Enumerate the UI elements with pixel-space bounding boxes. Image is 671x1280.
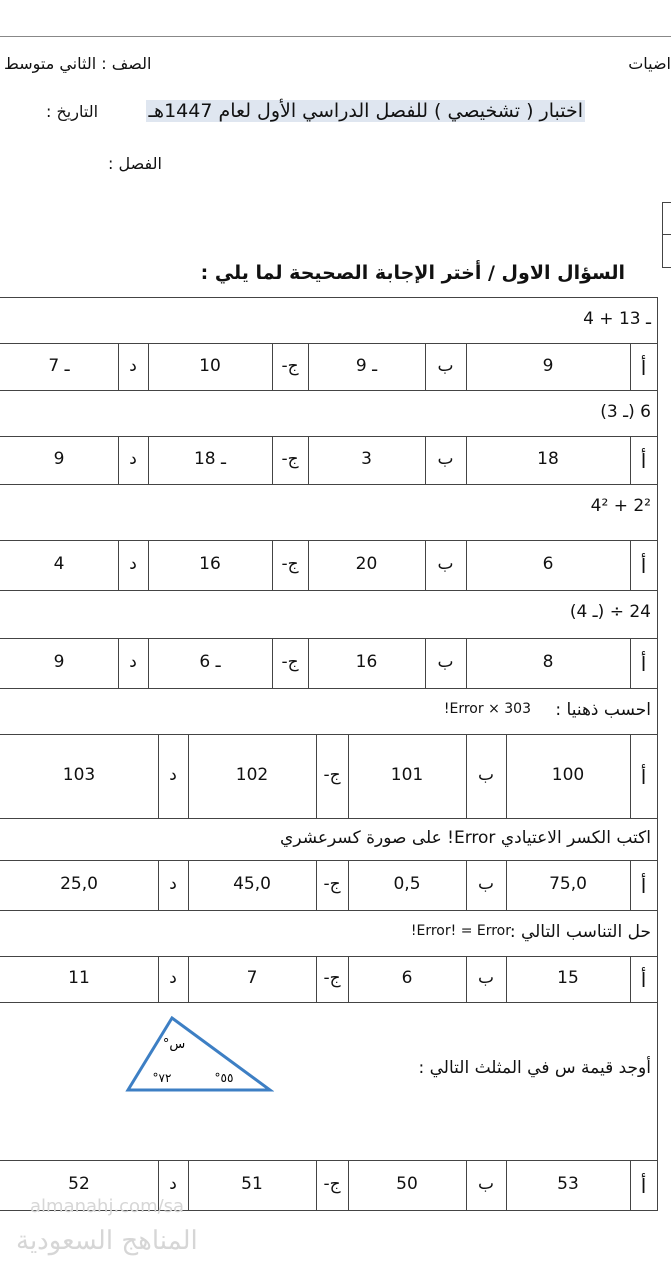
answer-cell-divider xyxy=(466,540,467,590)
question-expression: 303 × Error! xyxy=(443,701,531,717)
answer-option-b: ـ 9 xyxy=(355,355,378,376)
grade-box-divider xyxy=(662,234,671,235)
answer-cell-divider xyxy=(425,540,426,590)
answer-option-c: ـ 18 xyxy=(193,449,227,469)
answer-cell-divider xyxy=(308,436,309,484)
answer-option-d: ـ 7 xyxy=(48,355,70,376)
choice-letter-c: ج- xyxy=(281,652,299,672)
choice-letter-b: ب xyxy=(437,554,454,574)
question-row-rule xyxy=(0,910,658,911)
answer-cell-divider xyxy=(630,343,631,390)
answer-option-a: 18 xyxy=(537,449,559,469)
answer-option-d: 52 xyxy=(68,1174,90,1194)
choice-letter-c: ج- xyxy=(281,554,299,574)
answer-cell-divider xyxy=(630,436,631,484)
choice-letter-a: أ xyxy=(640,968,647,992)
triangle-left-angle: ٧٢° xyxy=(152,1071,172,1085)
question-row-rule xyxy=(0,688,658,689)
watermark-url: almanahj.com/sa xyxy=(30,1196,185,1217)
grade-box-fragment xyxy=(662,202,671,268)
answer-option-a: 6 xyxy=(542,554,554,574)
answer-cell-divider xyxy=(506,860,507,910)
answer-option-d: 11 xyxy=(68,968,90,988)
answer-row-rule xyxy=(0,860,658,861)
answer-option-d: 25,0 xyxy=(60,874,98,894)
choice-letter-a: أ xyxy=(640,652,647,676)
choice-letter-a: أ xyxy=(640,765,647,789)
answer-cell-divider xyxy=(348,956,349,1002)
answer-cell-divider xyxy=(466,860,467,910)
choice-letter-d: د xyxy=(169,765,177,785)
answer-cell-divider xyxy=(316,1160,317,1210)
question-text: 24 ÷ (ـ 4) xyxy=(569,602,651,622)
answer-cell-divider xyxy=(466,638,467,688)
answer-option-d: 9 xyxy=(53,652,65,672)
choice-letter-d: د xyxy=(169,1174,177,1194)
choice-letter-d: د xyxy=(169,874,177,894)
answer-cell-divider xyxy=(348,860,349,910)
answer-row-rule xyxy=(0,436,658,437)
answer-cell-divider xyxy=(630,540,631,590)
answer-option-c: 45,0 xyxy=(233,874,271,894)
answer-row-rule xyxy=(0,343,658,344)
choice-letter-c: ج- xyxy=(281,449,299,469)
answer-option-a: 75,0 xyxy=(549,874,587,894)
choice-letter-d: د xyxy=(129,652,137,672)
answer-option-c: ـ 6 xyxy=(199,652,221,672)
question-expression: Error! = Error! xyxy=(410,923,511,939)
answer-cell-divider xyxy=(506,1160,507,1210)
answer-option-a: 15 xyxy=(557,968,579,988)
question-row-rule xyxy=(0,484,658,485)
answer-row-rule xyxy=(0,638,658,639)
answer-cell-divider xyxy=(158,860,159,910)
answer-cell-divider xyxy=(118,343,119,390)
answer-cell-divider xyxy=(308,638,309,688)
question-text: احسب ذهنيا : xyxy=(555,700,651,720)
answer-cell-divider xyxy=(630,1160,631,1210)
choice-letter-d: د xyxy=(129,554,137,574)
answer-cell-divider xyxy=(308,343,309,390)
answer-cell-divider xyxy=(158,956,159,1002)
answer-cell-divider xyxy=(506,734,507,818)
answer-option-a: 8 xyxy=(542,652,554,672)
date-label: التاريخ : xyxy=(46,102,99,121)
answer-row-rule xyxy=(0,956,658,957)
answer-cell-divider xyxy=(425,436,426,484)
answer-cell-divider xyxy=(148,540,149,590)
choice-letter-d: د xyxy=(129,449,137,469)
answer-option-b: 0,5 xyxy=(393,874,421,894)
question-row-rule xyxy=(0,390,658,391)
answer-option-c: 102 xyxy=(235,765,269,785)
answer-cell-divider xyxy=(466,1160,467,1210)
answer-option-c: 51 xyxy=(241,1174,263,1194)
choice-letter-b: ب xyxy=(477,1174,494,1194)
answer-cell-divider xyxy=(118,436,119,484)
answer-cell-divider xyxy=(506,956,507,1002)
answer-cell-divider xyxy=(425,638,426,688)
choice-letter-b: ب xyxy=(437,449,454,469)
answer-row-rule xyxy=(0,540,658,541)
choice-letter-d: د xyxy=(129,355,137,376)
question-row-rule xyxy=(0,818,658,819)
answer-row-rule xyxy=(0,1160,658,1161)
triangle-figure xyxy=(124,1012,274,1096)
choice-letter-d: د xyxy=(169,968,177,988)
answer-cell-divider xyxy=(188,956,189,1002)
answer-option-b: 20 xyxy=(355,554,378,574)
table-right-border xyxy=(657,297,658,1210)
watermark-brand: المناهج السعودية xyxy=(16,1226,198,1256)
class-label: الفصل : xyxy=(108,154,162,173)
answer-cell-divider xyxy=(348,1160,349,1210)
choice-letter-b: ب xyxy=(477,874,494,894)
question-text: اكتب الكسر الاعتيادي Error! على صورة كسرعشري xyxy=(280,828,651,848)
grade-label: الصف : الثاني متوسط xyxy=(4,54,152,73)
answer-cell-divider xyxy=(148,343,149,390)
answer-cell-divider xyxy=(348,734,349,818)
answer-row-rule xyxy=(0,734,658,735)
answer-cell-divider xyxy=(118,638,119,688)
question-row-rule xyxy=(0,297,658,298)
choice-letter-a: أ xyxy=(640,355,647,380)
answer-option-b: 101 xyxy=(390,765,424,785)
answer-cell-divider xyxy=(272,343,273,390)
triangle-right-angle: ٥٥° xyxy=(214,1071,234,1085)
answer-cell-divider xyxy=(466,343,467,390)
answer-option-b: 50 xyxy=(396,1174,418,1194)
answer-option-a: 100 xyxy=(551,765,585,785)
question-text: 6 (ـ 3) xyxy=(600,402,651,422)
exam-title: اختبار ( تشخيصي ) للفصل الدراسي الأول لعام 1447هـ xyxy=(148,100,583,122)
question-text: أوجد قيمة س في المثلث التالي : xyxy=(418,1058,651,1078)
answer-cell-divider xyxy=(188,1160,189,1210)
choice-letter-c: ج- xyxy=(323,874,341,894)
choice-letter-c: ج- xyxy=(323,765,341,785)
answer-option-b: 6 xyxy=(401,968,413,988)
answer-cell-divider xyxy=(466,956,467,1002)
answer-option-c: 7 xyxy=(246,968,258,988)
answer-cell-divider xyxy=(466,734,467,818)
answer-cell-divider xyxy=(630,860,631,910)
triangle-shape xyxy=(128,1018,270,1090)
answer-option-b: 3 xyxy=(361,449,372,469)
subject-fragment: اضيات xyxy=(628,54,671,73)
answer-cell-divider xyxy=(630,734,631,818)
answer-cell-divider xyxy=(272,540,273,590)
answer-cell-divider xyxy=(630,638,631,688)
answer-cell-divider xyxy=(425,343,426,390)
answer-cell-divider xyxy=(148,638,149,688)
answer-option-b: 16 xyxy=(355,652,378,672)
answer-option-c: 10 xyxy=(199,355,221,376)
answer-cell-divider xyxy=(316,956,317,1002)
answer-option-d: 103 xyxy=(62,765,96,785)
triangle-top-angle: س° xyxy=(162,1037,186,1052)
answer-option-c: 16 xyxy=(199,554,221,574)
choice-letter-b: ب xyxy=(437,355,454,376)
answer-cell-divider xyxy=(118,540,119,590)
choice-letter-a: أ xyxy=(640,874,647,898)
answer-option-a: 53 xyxy=(557,1174,579,1194)
answer-cell-divider xyxy=(148,436,149,484)
choice-letter-c: ج- xyxy=(323,968,341,988)
question-text: 2² + 4² xyxy=(590,496,651,516)
choice-letter-b: ب xyxy=(437,652,454,672)
answer-cell-divider xyxy=(630,956,631,1002)
question-row-rule xyxy=(0,590,658,591)
answer-cell-divider xyxy=(316,734,317,818)
answer-cell-divider xyxy=(188,734,189,818)
answer-cell-divider xyxy=(272,436,273,484)
section-title: السؤال الاول / أختر الإجابة الصحيحة لما يلي : xyxy=(200,262,625,284)
choice-letter-a: أ xyxy=(640,449,647,473)
answer-option-d: 4 xyxy=(53,554,65,574)
choice-letter-c: ج- xyxy=(323,1174,341,1194)
question-row-rule xyxy=(0,1002,658,1003)
answer-cell-divider xyxy=(188,860,189,910)
choice-letter-b: ب xyxy=(477,968,494,988)
answer-cell-divider xyxy=(272,638,273,688)
choice-letter-c: ج- xyxy=(281,355,299,376)
question-text: حل التناسب التالي : xyxy=(509,922,651,942)
answer-cell-divider xyxy=(158,734,159,818)
answer-option-a: 9 xyxy=(542,355,554,376)
question-text: ـ 13 + 4 xyxy=(583,309,651,329)
choice-letter-b: ب xyxy=(477,765,494,785)
answer-cell-divider xyxy=(316,860,317,910)
choice-letter-a: أ xyxy=(640,1174,647,1198)
answer-cell-divider xyxy=(308,540,309,590)
answer-option-d: 9 xyxy=(53,449,65,469)
choice-letter-a: أ xyxy=(640,554,647,578)
answer-cell-divider xyxy=(466,436,467,484)
top-rule xyxy=(0,36,671,37)
